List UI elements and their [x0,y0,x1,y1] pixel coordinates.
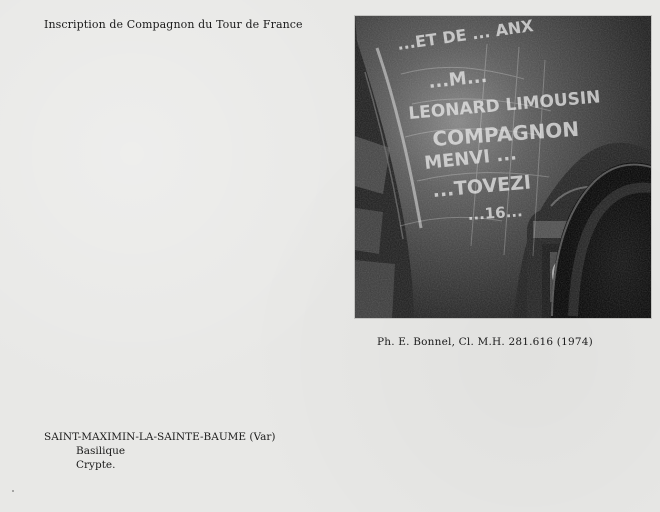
photo-credit: Ph. E. Bonnel, Cl. M.H. 281.616 (1974) [377,336,593,348]
location-building: Basilique [76,445,126,457]
location-block [44,430,276,472]
crypt-photo-svg [355,16,651,318]
location-part: Crypte. [76,459,116,471]
top-caption: Inscription de Compagnon du Tour de France [44,18,303,31]
location-place: SAINT-MAXIMIN-LA-SAINTE-BAUME (Var) [44,431,276,443]
inscription-photo [355,16,651,318]
paper-speck [12,490,14,492]
